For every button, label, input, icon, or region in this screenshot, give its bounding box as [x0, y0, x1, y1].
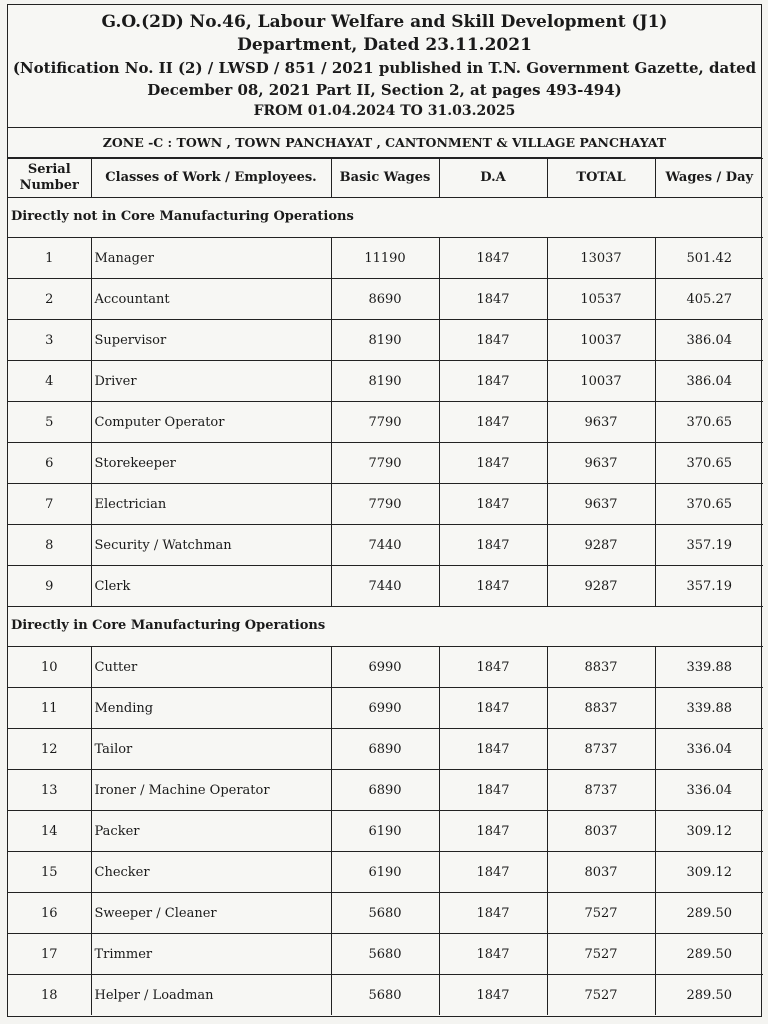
cell-total: 8737 — [547, 770, 655, 811]
cell-class-name: Supervisor — [91, 320, 331, 361]
cell-class-name: Mending — [91, 688, 331, 729]
cell-basic-wages: 7790 — [331, 402, 439, 443]
cell-wages-per-day: 339.88 — [655, 688, 763, 729]
cell-total: 8837 — [547, 647, 655, 688]
table-row — [8, 770, 763, 811]
cell-wages-per-day: 501.42 — [655, 238, 763, 279]
cell-serial: 6 — [8, 443, 91, 484]
cell-wages-per-day: 336.04 — [655, 770, 763, 811]
cell-total: 9287 — [547, 525, 655, 566]
cell-basic-wages: 6990 — [331, 647, 439, 688]
cell-class-name: Tailor — [91, 729, 331, 770]
cell-wages-per-day: 336.04 — [655, 729, 763, 770]
table-row — [8, 893, 763, 934]
cell-serial: 3 — [8, 320, 91, 361]
header-title-line-1: G.O.(2D) No.46, Labour Welfare and Skill Development (J1) — [101, 12, 668, 32]
section-header-row — [8, 198, 763, 238]
cell-da: 1847 — [439, 729, 547, 770]
cell-serial: 2 — [8, 279, 91, 320]
wage-notification-document — [7, 4, 762, 1017]
zone-title: ZONE -C : TOWN , TOWN PANCHAYAT , CANTONMENT & VILLAGE PANCHAYAT — [8, 128, 761, 158]
cell-wages-per-day: 370.65 — [655, 443, 763, 484]
table-row — [8, 402, 763, 443]
cell-serial: 17 — [8, 934, 91, 975]
column-header-serial — [8, 159, 91, 198]
cell-wages-per-day: 386.04 — [655, 361, 763, 402]
table-row — [8, 361, 763, 402]
cell-basic-wages: 7790 — [331, 443, 439, 484]
cell-da: 1847 — [439, 402, 547, 443]
cell-serial: 18 — [8, 975, 91, 1016]
cell-da: 1847 — [439, 279, 547, 320]
cell-serial: 7 — [8, 484, 91, 525]
cell-total: 7527 — [547, 893, 655, 934]
cell-class-name: Checker — [91, 852, 331, 893]
cell-total: 8037 — [547, 852, 655, 893]
cell-wages-per-day: 309.12 — [655, 852, 763, 893]
cell-wages-per-day: 339.88 — [655, 647, 763, 688]
cell-da: 1847 — [439, 484, 547, 525]
table-row — [8, 443, 763, 484]
cell-class-name: Clerk — [91, 566, 331, 607]
cell-serial: 11 — [8, 688, 91, 729]
cell-da: 1847 — [439, 975, 547, 1016]
cell-class-name: Driver — [91, 361, 331, 402]
table-row — [8, 811, 763, 852]
cell-da: 1847 — [439, 688, 547, 729]
column-header-serial-line-2: Number — [19, 178, 79, 193]
cell-serial: 1 — [8, 238, 91, 279]
cell-wages-per-day: 289.50 — [655, 934, 763, 975]
cell-class-name: Cutter — [91, 647, 331, 688]
section-header-row — [8, 607, 763, 647]
cell-total: 10037 — [547, 320, 655, 361]
cell-class-name: Helper / Loadman — [91, 975, 331, 1016]
cell-serial: 12 — [8, 729, 91, 770]
cell-total: 9637 — [547, 402, 655, 443]
cell-serial: 10 — [8, 647, 91, 688]
cell-basic-wages: 7440 — [331, 566, 439, 607]
cell-da: 1847 — [439, 852, 547, 893]
cell-basic-wages: 6990 — [331, 688, 439, 729]
cell-total: 13037 — [547, 238, 655, 279]
cell-da: 1847 — [439, 893, 547, 934]
cell-basic-wages: 6890 — [331, 770, 439, 811]
cell-serial: 4 — [8, 361, 91, 402]
cell-class-name: Electrician — [91, 484, 331, 525]
cell-total: 10537 — [547, 279, 655, 320]
cell-da: 1847 — [439, 238, 547, 279]
cell-basic-wages: 6890 — [331, 729, 439, 770]
cell-wages-per-day: 289.50 — [655, 893, 763, 934]
cell-da: 1847 — [439, 934, 547, 975]
cell-serial: 14 — [8, 811, 91, 852]
cell-wages-per-day: 370.65 — [655, 402, 763, 443]
cell-serial: 9 — [8, 566, 91, 607]
cell-class-name: Sweeper / Cleaner — [91, 893, 331, 934]
header-title-line-2: Department, Dated 23.11.2021 — [237, 35, 532, 55]
cell-basic-wages: 5680 — [331, 934, 439, 975]
cell-da: 1847 — [439, 647, 547, 688]
table-header-row — [8, 159, 763, 198]
cell-class-name: Packer — [91, 811, 331, 852]
cell-basic-wages: 8190 — [331, 320, 439, 361]
cell-wages-per-day: 357.19 — [655, 566, 763, 607]
header-notification-line-1: (Notification No. II (2) / LWSD / 851 / 2021 published in T.N. Government Gazette, dated — [12, 59, 757, 77]
cell-basic-wages: 6190 — [331, 811, 439, 852]
table-row — [8, 852, 763, 893]
section-title: Directly not in Core Manufacturing Operations — [8, 198, 763, 238]
cell-wages-per-day: 357.19 — [655, 525, 763, 566]
cell-da: 1847 — [439, 361, 547, 402]
column-header-basic-wages: Basic Wages — [331, 159, 439, 198]
cell-serial: 5 — [8, 402, 91, 443]
cell-class-name: Ironer / Machine Operator — [91, 770, 331, 811]
cell-class-name: Trimmer — [91, 934, 331, 975]
table-row — [8, 975, 763, 1016]
cell-wages-per-day: 289.50 — [655, 975, 763, 1016]
column-header-total: TOTAL — [547, 159, 655, 198]
cell-total: 8737 — [547, 729, 655, 770]
cell-basic-wages: 8190 — [331, 361, 439, 402]
header-period: FROM 01.04.2024 TO 31.03.2025 — [253, 103, 516, 119]
column-header-wages-per-day: Wages / Day — [655, 159, 763, 198]
cell-total: 7527 — [547, 934, 655, 975]
cell-total: 9637 — [547, 443, 655, 484]
cell-da: 1847 — [439, 770, 547, 811]
table-row — [8, 320, 763, 361]
cell-basic-wages: 5680 — [331, 893, 439, 934]
cell-total: 10037 — [547, 361, 655, 402]
table-row — [8, 934, 763, 975]
table-row — [8, 647, 763, 688]
table-row — [8, 484, 763, 525]
table-row — [8, 729, 763, 770]
cell-class-name: Storekeeper — [91, 443, 331, 484]
header-notification-line-2: December 08, 2021 Part II, Section 2, at pages 493-494) — [147, 81, 622, 99]
cell-serial: 13 — [8, 770, 91, 811]
cell-serial: 16 — [8, 893, 91, 934]
cell-total: 7527 — [547, 975, 655, 1016]
cell-total: 9287 — [547, 566, 655, 607]
cell-basic-wages: 7790 — [331, 484, 439, 525]
cell-wages-per-day: 309.12 — [655, 811, 763, 852]
section-title: Directly in Core Manufacturing Operations — [8, 607, 763, 647]
cell-da: 1847 — [439, 566, 547, 607]
cell-da: 1847 — [439, 443, 547, 484]
cell-wages-per-day: 386.04 — [655, 320, 763, 361]
cell-class-name: Security / Watchman — [91, 525, 331, 566]
cell-total: 9637 — [547, 484, 655, 525]
wages-table — [8, 158, 763, 1015]
cell-da: 1847 — [439, 525, 547, 566]
cell-class-name: Manager — [91, 238, 331, 279]
cell-basic-wages: 5680 — [331, 975, 439, 1016]
cell-serial: 8 — [8, 525, 91, 566]
cell-basic-wages: 11190 — [331, 238, 439, 279]
cell-wages-per-day: 370.65 — [655, 484, 763, 525]
column-header-da: D.A — [439, 159, 547, 198]
cell-serial: 15 — [8, 852, 91, 893]
cell-basic-wages: 6190 — [331, 852, 439, 893]
column-header-serial-line-1: Serial — [27, 162, 71, 177]
cell-total: 8037 — [547, 811, 655, 852]
cell-wages-per-day: 405.27 — [655, 279, 763, 320]
table-row — [8, 566, 763, 607]
table-row — [8, 279, 763, 320]
cell-da: 1847 — [439, 811, 547, 852]
cell-basic-wages: 8690 — [331, 279, 439, 320]
table-row — [8, 238, 763, 279]
cell-da: 1847 — [439, 320, 547, 361]
table-body — [8, 198, 763, 1016]
document-header — [8, 5, 761, 128]
cell-class-name: Accountant — [91, 279, 331, 320]
column-header-classes: Classes of Work / Employees. — [91, 159, 331, 198]
table-row — [8, 688, 763, 729]
cell-basic-wages: 7440 — [331, 525, 439, 566]
cell-total: 8837 — [547, 688, 655, 729]
table-row — [8, 525, 763, 566]
cell-class-name: Computer Operator — [91, 402, 331, 443]
